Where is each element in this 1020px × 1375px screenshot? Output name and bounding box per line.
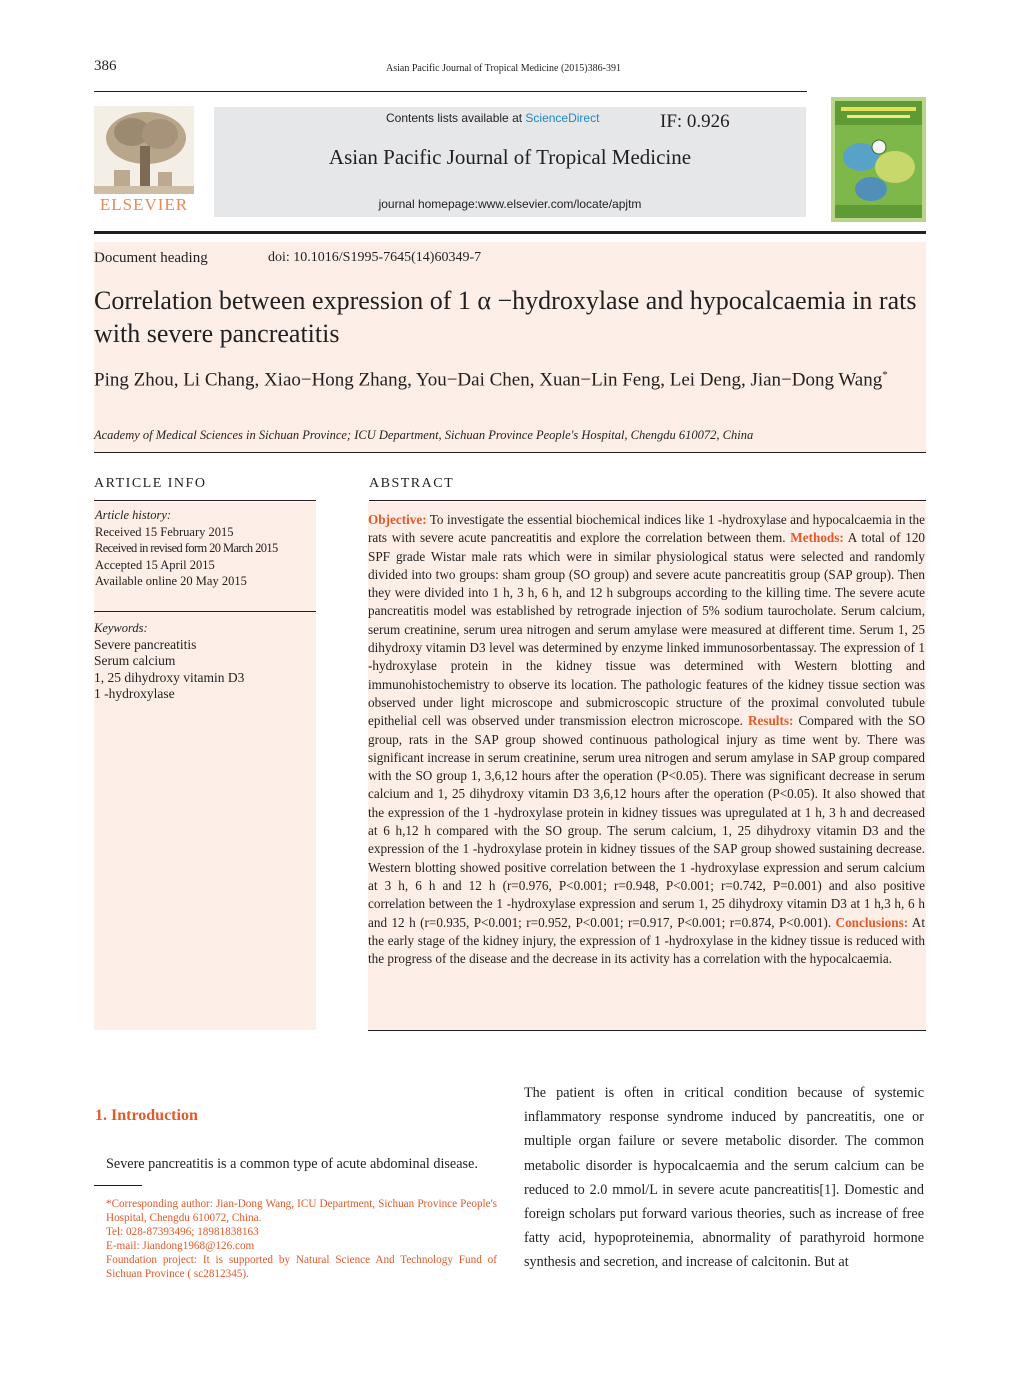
abstract-text (368, 511, 925, 968)
author-list (94, 362, 928, 393)
intro-first-line: Severe pancreatitis is a common type of acute abdominal disease. (106, 1156, 478, 1172)
results-text: Compared with the SO group, rats in the SAP group showed continuous pathological injury as time went by. There was significant increase in serum creatinine, serum urea nitrogen and serum amylase in SAP group compared with the SO group 1, 3,6,12 hours after the operation (P<0.05). There was significant decrease in serum calcium and 1, 25 dihydroxy vitamin D3 3,6,12 hours after the operation (P<0.05). It also showed that the expression of the 1 -hydroxylase protein in kidney tissues was upregulated at 1 h, 3 h and decreased at 6 h,12 h compared with the SO group. The serum calcium, 1, 25 dihydroxy vitamin D3 and the expression of the 1 -hydroxylase protein in kidney tissues of the SAP group showed sustaining decrease. Western blotting showed positive correlation between the 1 -hydroxylase expression and serum calcium at 3 h, 6 h and 12 h (r=0.976, P<0.001; r=0.948, P<0.001; r=0.742, P=0.001) and also positive correlation between the 1 -hydroxylase expression and serum 1, 25 dihydroxy vitamin D3 at 1 h,3 h, 6 h and 12 h (r=0.935, P<0.001; r=0.952, P<0.001; r=0.917, P<0.001; r=0.874, P<0.001). (368, 713, 925, 930)
title-block-rule (94, 452, 926, 453)
affiliation: Academy of Medical Sciences in Sichuan Province; ICU Department, Sichuan Province People's Hospital, Chengdu 610072, China (94, 428, 754, 442)
abstract-rule (369, 500, 926, 501)
keyword-item: Severe pancreatitis (94, 636, 197, 652)
article-info-heading: ARTICLE INFO (94, 476, 207, 491)
authors-text: Ping Zhou, Li Chang, Xiao−Hong Zhang, You−Dai Chen, Xuan−Lin Feng, Lei Deng, Jian−Dong Wang (94, 369, 883, 391)
contents-available-line: Contents lists available at ScienceDirect (386, 111, 600, 125)
footnote-corresponding: *Corresponding author: Jian-Dong Wang, ICU Department, Sichuan Province People's Hospital, Chengdu 610072, China. (106, 1198, 497, 1224)
journal-homepage-link[interactable]: journal homepage:www.elsevier.com/locate/apjtm (378, 197, 642, 211)
history-received: Received 15 February 2015 (95, 524, 234, 539)
abstract-heading: ABSTRACT (369, 476, 455, 491)
keywords-label: Keywords: (94, 621, 148, 635)
section-heading-introduction: 1. Introduction (95, 1107, 198, 1124)
intro-right-column: The patient is often in critical condition because of systemic inflammatory response syndrome induced by pancreatitis, one or multiple organ failure or severe metabolic disorder. The common metabolic disorder is hypocalcaemia and the serum calcium can be reduced to 2.0 mmol/L in severe acute pancreatitis[1]. Domestic and foreign scholars put forward various theories, such as increase of free fatty acid, hypoproteinemia, abnormality of parathyroid hormone synthesis and secretion, and increase of calcitonin. But at (524, 1085, 924, 1271)
keyword-item: 1 -hydroxylase (94, 686, 175, 701)
keyword-item: Serum calcium (94, 653, 176, 668)
journal-cover-icon (831, 97, 926, 222)
article-info-rule (94, 500, 316, 501)
methods-text: A total of 120 SPF grade Wistar male rats which were in similar physiological status were selected and randomly divided into two groups: sham group (SO group) and severe acute pancreatitis group (SAP group). Then they were divided into 1 h, 3 h, 6 h, and 12 h subgroups according to the killing time. The severe acute pancreatitis model was established by retrograde injection of 5% sodium taurocholate. Serum calcium, serum creatinine, serum urea nitrogen and serum amylase were measured at different time. Serum 1, 25 dihydroxy vitamin D3 level was determined by enzyme linked immunosorbentassay. The expression of 1 -hydroxylase protein in the kidney tissue was determined with Western blotting and immunohistochemistry to observe its location. The pathologic features of the kidney tissue section was observed under light microscope and submicroscopic structure of the proximal convoluted tubule epithelial cell was observed under transmission electron microscope. (368, 530, 926, 729)
journal-banner (214, 107, 806, 217)
impact-factor: IF: 0.926 (660, 111, 730, 132)
conclusions-label: Conclusions: (835, 914, 909, 930)
objective-text: To investigate the essential biochemical indices like 1 -hydroxylase and hypocalcaemia in the rats with severe acute pancreatitis and explore the correlation between them. (368, 512, 925, 546)
header-rule (94, 91, 807, 92)
header-thick-rule (94, 231, 926, 234)
corresponding-mark: * (882, 369, 888, 381)
objective-label: Objective: (368, 512, 427, 527)
results-label: Results: (747, 713, 794, 729)
methods-label: Methods: (790, 530, 844, 546)
journal-title: Asian Pacific Journal of Tropical Medicine (328, 145, 692, 169)
abstract-bottom-rule (368, 1030, 926, 1031)
footnote-rule (94, 1185, 142, 1186)
page-number: 386 (94, 58, 117, 74)
article-title: Correlation between expression of 1 α −hydroxylase and hypocalcaemia in rats with severe pancreatitis (94, 286, 917, 348)
running-journal-line: Asian Pacific Journal of Tropical Medicine (2015)386-391 (386, 63, 621, 74)
footnote-tel: Tel: 028-87393496; 18981838163 (106, 1226, 259, 1238)
history-accepted: Accepted 15 April 2015 (95, 557, 215, 572)
keywords-rule (94, 611, 316, 612)
elsevier-wordmark: ELSEVIER (99, 195, 189, 214)
footnotes (94, 1197, 497, 1281)
keyword-item: 1, 25 dihydroxy vitamin D3 (94, 669, 245, 685)
article-history (95, 507, 278, 590)
journal-cover (831, 97, 926, 222)
history-online: Available online 20 May 2015 (95, 574, 247, 588)
keywords (94, 620, 244, 703)
elsevier-tree-icon (94, 106, 194, 214)
footnote-email[interactable]: E-mail: Jiandong1968@126.com (106, 1240, 255, 1252)
history-revised: Received in revised form 20 March 2015 (95, 541, 278, 555)
sciencedirect-link[interactable]: ScienceDirect (525, 111, 600, 125)
conclusions-text: At the early stage of the kidney injury, the expression of 1 -hydroxylase in the kidney tissue is reduced with the progress of the disease and the decrease in its activity has a correlation with the hypocalcaemia. (368, 914, 925, 967)
footnote-funding: Foundation project: It is supported by Natural Science And Technology Fund of Sichuan Province ( sc2812345). (106, 1254, 497, 1280)
history-label: Article history: (95, 508, 172, 522)
doi[interactable]: doi: 10.1016/S1995-7645(14)60349-7 (268, 250, 482, 265)
document-heading: Document heading (94, 250, 208, 266)
elsevier-logo (94, 106, 194, 214)
